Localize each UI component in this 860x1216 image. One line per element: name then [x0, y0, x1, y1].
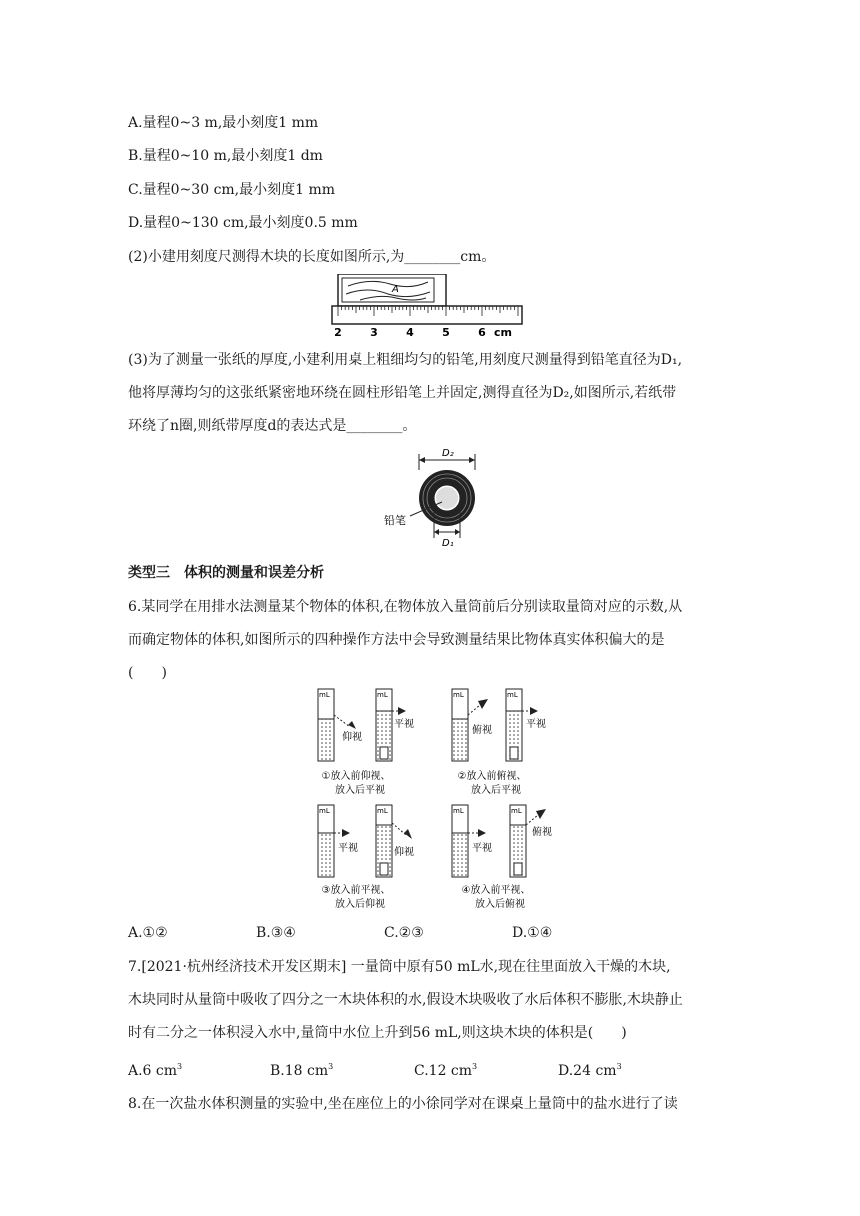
panel-2	[452, 689, 546, 796]
view-label: 俯视	[532, 827, 552, 838]
panel-caption: ③放入前平视、	[321, 885, 391, 896]
unit-label: mL	[453, 691, 464, 699]
q7-stem-line1: 7.[2021·杭州经济技术开发区期末] 一量筒中原有50 mL水,现在往里面放入干燥的木块,	[128, 959, 671, 975]
panel-caption: ②放入前俯视、	[457, 771, 527, 782]
panel-caption: 放入后平视	[335, 785, 385, 796]
unit-label: mL	[507, 691, 518, 699]
d1-label: D₁	[442, 538, 454, 549]
q7-option-d: D.24 $cm^3$	[558, 1062, 622, 1079]
q6-option-c: C.②③	[384, 925, 424, 941]
q7-stem-line3: 时有二分之一体积浸入水中,量筒中水位上升到56 mL,则这块木块的体积是( )	[128, 1025, 627, 1041]
ruler-block-label: A	[392, 284, 399, 295]
q6-stem-line3: ( )	[128, 665, 167, 681]
q5-part2: (2)小建用刻度尺测得木块的长度如图所示,为________cm。	[128, 249, 496, 265]
q8-stem-line1: 8.在一次盐水体积测量的实验中,坐在座位上的小徐同学对在课桌上量筒中的盐水进行了读	[128, 1096, 678, 1112]
q5-option-d: D.量程0~130 cm,最小刻度0.5 mm	[128, 215, 358, 231]
q7-option-c: C.12 $cm^3$	[414, 1062, 478, 1079]
q5-part3-line3: 环绕了n圈,则纸带厚度d的表达式是________。	[128, 418, 417, 434]
q5-option-b: B.量程0~10 m,最小刻度1 dm	[128, 148, 323, 164]
unit-label: mL	[319, 691, 330, 699]
view-label: 仰视	[342, 732, 362, 743]
ruler-tick-label: 6	[478, 326, 486, 339]
q6-stem-line2: 而确定物体的体积,如图所示的四种操作方法中会导致测量结果比物体真实体积偏大的是	[128, 632, 665, 648]
unit-label: mL	[377, 807, 388, 815]
panel-caption: 放入后平视	[471, 785, 521, 796]
panel-caption: ④放入前平视、	[461, 885, 531, 896]
pencil-label: 铅笔	[384, 514, 406, 527]
view-label: 平视	[526, 719, 546, 730]
view-label: 平视	[472, 843, 492, 854]
ruler-tick-label: 4	[406, 326, 414, 339]
q5-part3-line1: (3)为了测量一张纸的厚度,小建利用桌上粗细均匀的铅笔,用刻度尺测量得到铅笔直径为D₁,	[128, 352, 683, 368]
panel-caption: 放入后仰视	[335, 899, 385, 910]
q7-option-b: B.18 $cm^3$	[270, 1062, 334, 1079]
view-label: 仰视	[394, 847, 414, 858]
unit-label: mL	[377, 691, 388, 699]
view-label: 俯视	[472, 725, 492, 736]
q6-option-a: A.①②	[128, 925, 168, 941]
ruler-tick-label: 5	[442, 326, 450, 339]
q5-part3-line2: 他将厚薄均匀的这张纸紧密地环绕在圆柱形铅笔上并固定,测得直径为D₂,如图所示,若纸带	[128, 385, 677, 401]
view-label: 平视	[338, 843, 358, 854]
ruler-unit: cm	[494, 326, 512, 339]
ruler-figure	[330, 274, 526, 344]
ruler-tick-label: 3	[370, 326, 378, 339]
panel-4	[452, 805, 552, 910]
d2-label: D₂	[442, 448, 454, 459]
unit-label: mL	[319, 807, 330, 815]
panel-1	[318, 689, 414, 796]
unit-label: mL	[511, 807, 522, 815]
q5-option-c: C.量程0~30 cm,最小刻度1 mm	[128, 182, 336, 198]
section-title: 类型三 体积的测量和误差分析	[128, 565, 324, 581]
panel-caption: 放入后俯视	[475, 899, 525, 910]
pencil-circle-figure	[380, 446, 490, 550]
q5-option-a: A.量程0~3 m,最小刻度1 mm	[128, 115, 319, 131]
view-label: 平视	[394, 719, 414, 730]
q7-stem-line2: 木块同时从量筒中吸收了四分之一木块体积的水,假设木块吸收了水后体积不膨胀,木块静止	[128, 992, 683, 1008]
q6-stem-line1: 6.某同学在用排水法测量某个物体的体积,在物体放入量筒前后分别读取量筒对应的示数,从	[128, 599, 683, 615]
ruler-tick-label: 2	[334, 326, 342, 339]
panel-3	[318, 805, 414, 910]
q6-option-b: B.③④	[256, 925, 296, 941]
q7-option-a: A.6 $cm^3$	[128, 1062, 183, 1079]
q6-option-d: D.①④	[512, 925, 553, 941]
unit-label: mL	[453, 807, 464, 815]
panel-caption: ①放入前仰视、	[321, 771, 391, 782]
cylinder-figure	[300, 685, 570, 917]
